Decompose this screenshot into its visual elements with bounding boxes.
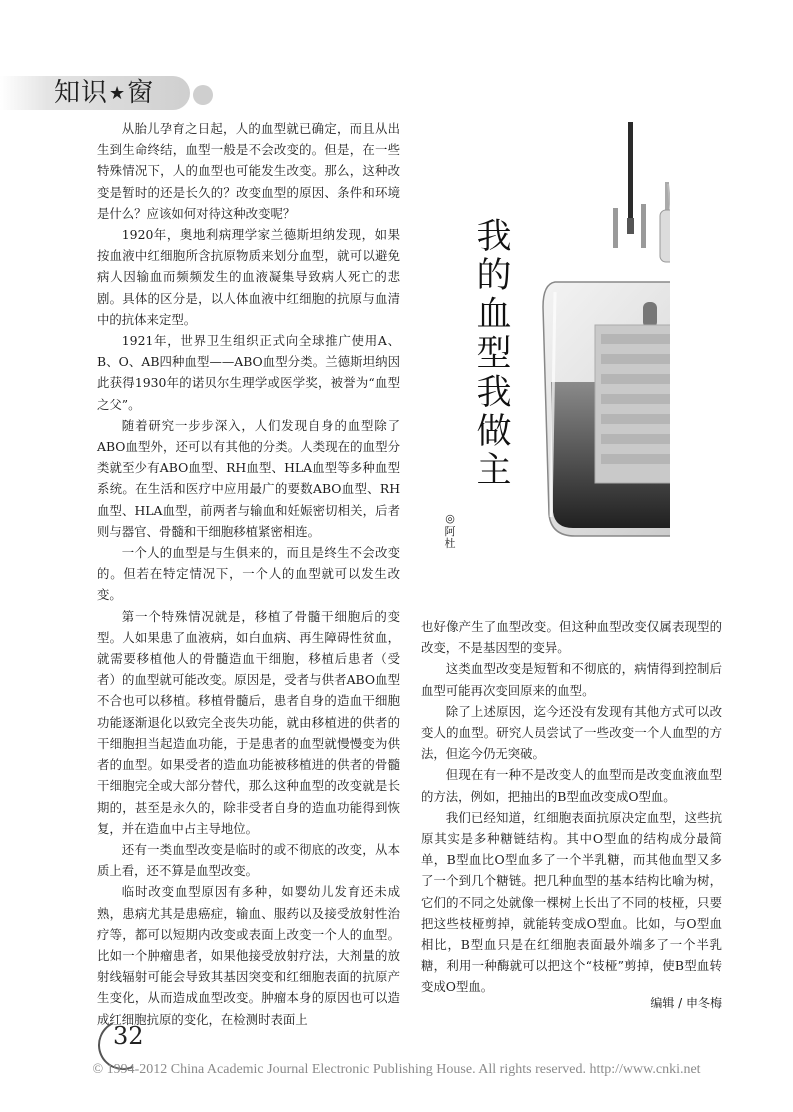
title-char: 型 — [476, 334, 512, 374]
article-title — [470, 218, 518, 491]
paragraph: 除了上述原因，迄今还没有发现有其他方式可以改变人的血型。研究人员尝试了一些改变一个人血型的方法，但迄今仍无突破。 — [421, 703, 722, 762]
title-char: 的 — [476, 256, 512, 296]
star-icon: ★ — [109, 83, 127, 104]
author-char: ◎ — [445, 512, 455, 525]
left-column — [97, 118, 400, 1030]
paragraph: 也好像产生了血型改变。但这种血型改变仅属表现型的改变，不是基因型的变异。 — [421, 619, 722, 656]
column-label: 知识 — [54, 78, 109, 108]
paragraph: 第一个特殊情况就是，移植了骨髓干细胞后的变型。人如果患了血液病，如白血病、再生障碍性贫血，就需要移植他人的骨髓造血干细胞，移植后患者（受者）的血型就可能改变。原因是，受者与供者ABO血型不合也可以移植。移植骨髓后，患者自身的造血干细胞功能逐渐退化以致完全丧失功能，就由移植进的供者的干细胞担当起造血功能，于是患者的血型就慢慢变为供者的血型。如果受者的造血功能被移植进的供者的骨髓干细胞完全或大部分替代，那么这种血型的改变就是长期的，甚至是永久的，除非受者自身的造血功能得到恢复，并在造血中占主导地位。 — [97, 608, 400, 836]
paragraph: 从胎儿孕育之日起，人的血型就已确定，而且从出生到生命终结，血型一般是不会改变的。但是，在一些特殊情况下，人的血型也可能发生改变。那么，这种改变是暂时的还是长久的？改变血型的原因、条件和环境是什么？应该如何对待这种改变呢？ — [97, 121, 400, 221]
paragraph: 随着研究一步步深入，人们发现自身的血型除了ABO血型外，还可以有其他的分类。人类现在的血型分类就至少有ABO血型、RH血型、HLA血型等多种血型系统。在生活和医疗中应用最广的要数ABO血型、RH血型、HLA血型，前两者与输血和妊娠密切相关，后者则与器官、骨髓和干细胞移植紧密相连。 — [97, 417, 400, 539]
column-title — [54, 76, 154, 110]
title-char: 血 — [476, 295, 512, 335]
author-char: 阿 — [444, 524, 456, 538]
paragraph: 1920年，奥地利病理学家兰德斯坦纳发现，如果按血液中红细胞所含抗原物质来划分血型，就可以避免病人因输血而频频发生的血液凝集导致病人死亡的悲剧。具体的区分是，以人体血液中红细胞的抗原与血清中的抗体来定型。 — [97, 227, 400, 327]
copyright-footer: © 1994-2012 China Academic Journal Electronic Publishing House. All rights reserved. http://www.cnki.net — [92, 1062, 701, 1077]
right-column — [421, 616, 722, 998]
title-char: 主 — [476, 451, 512, 491]
column-label-end: 窗 — [127, 78, 155, 108]
article-author — [443, 513, 457, 551]
page-number: 32 — [113, 1022, 144, 1050]
paragraph: 还有一类血型改变是临时的或不彻底的改变，从本质上看，还不算是血型改变。 — [97, 841, 400, 879]
paragraph: 我们已经知道，红细胞表面抗原决定血型，这些抗原其实是多种糖链结构。其中O型血的结构成分最简单，B型血比O型血多了一个半乳糖，而其他血型又多了一个到几个糖链。把几种血型的基本结构比喻为树，它们的不同之处就像一棵树上长出了不同的枝桠，只要把这些枝桠剪掉，就能转变成O型血。比如，与O型血相比，B型血只是在红细胞表面最外端多了一个半乳糖，利用一种酶就可以把这个“枝桠”剪掉，使B型血转变成O型血。 — [421, 809, 722, 995]
paragraph: 这类血型改变是短暂和不彻底的，病情得到控制后血型可能再次变回原来的血型。 — [421, 661, 722, 698]
paragraph: 1921年，世界卫生组织正式向全球推广使用A、B、O、AB四种血型——ABO血型分类。兰德斯坦纳因此获得1930年的诺贝尔生理学或医学奖，被誉为“血型之父”。 — [97, 333, 400, 412]
title-char: 我 — [476, 217, 512, 257]
title-char: 做 — [476, 412, 512, 452]
paragraph: 一个人的血型是与生俱来的，而且是终生不会改变的。但若在特定情况下，一个人的血型就可以发生改变。 — [97, 545, 400, 603]
author-char: 杜 — [444, 537, 456, 550]
title-char: 我 — [476, 373, 512, 413]
paragraph: 临时改变血型原因有多种，如婴幼儿发育还未成熟，患病尤其是患癌症，输血、服药以及接受放射性治疗等，都可以短期内改变或表面上改变一个人的血型。比如一个肿瘤患者，如果他接受放射疗法，大剂量的放射线辐射可能会导致其基因突变和红细胞表面的抗原产生变化，从而造成血型改变。肿瘤本身的原因也可以造成红细胞抗原的变化，在检测时表面上 — [97, 884, 400, 1027]
paragraph: 但现在有一种不是改变人的血型而是改变血液血型的方法，例如，把抽出的B型血改变成O型血。 — [421, 767, 722, 804]
editor-credit: 编辑 / 申冬梅 — [650, 996, 722, 1010]
banner-dot — [193, 85, 213, 105]
